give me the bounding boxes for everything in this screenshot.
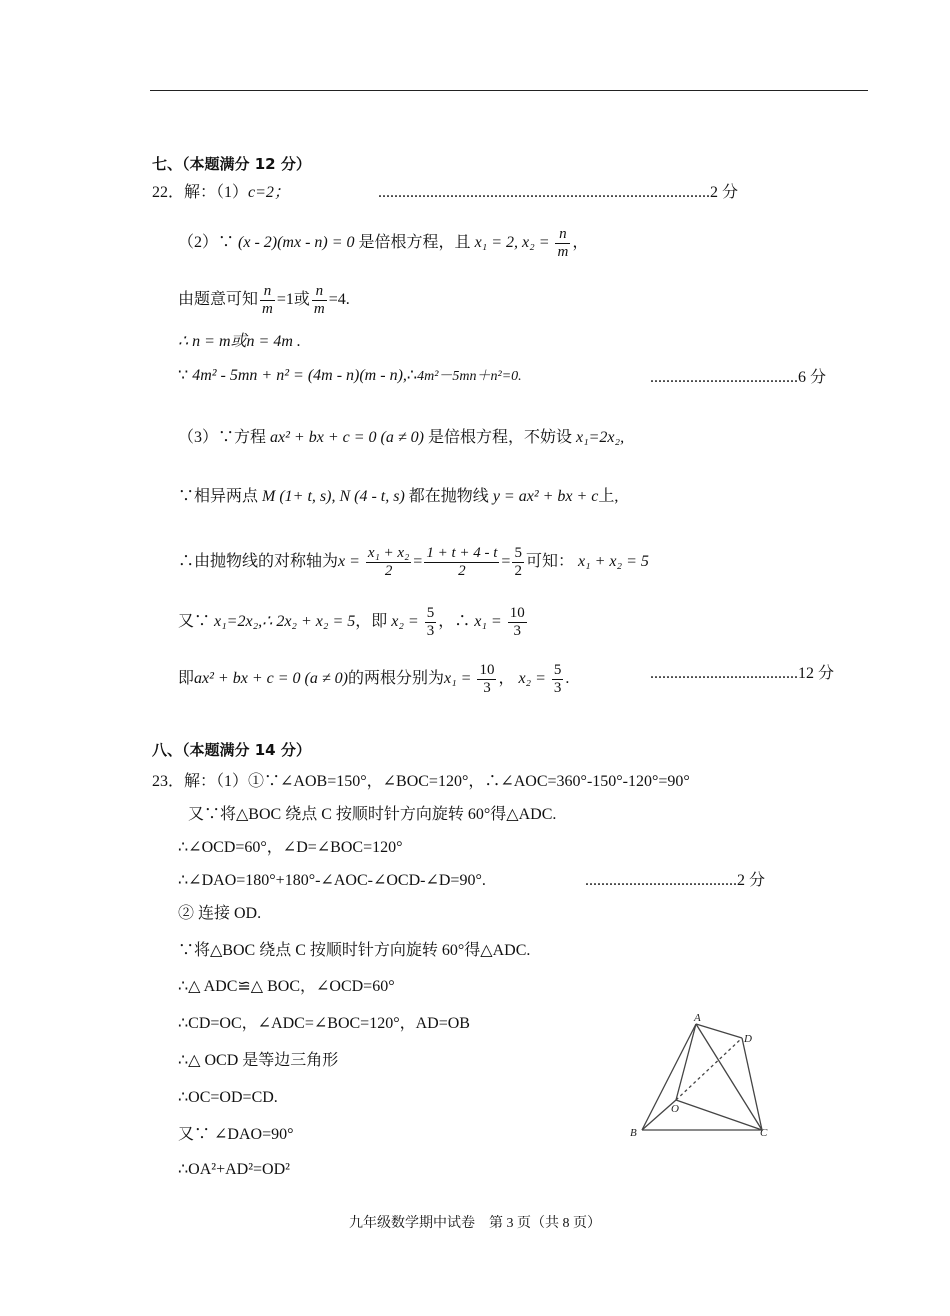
frac-num: 1 + t + 4 - t: [426, 545, 498, 561]
also-ie: ，即: [355, 613, 388, 631]
q23-line-6: ∵将△BOC 绕点 C 按顺时针方向旋转 60°得△ADC.: [178, 942, 531, 959]
axis-frac-1: [366, 545, 411, 580]
final-x2: x₂ =: [518, 670, 546, 688]
score-dots-2b: ......................................2 分: [585, 872, 766, 889]
q23-line-11: 又∵ ∠DAO=90°: [178, 1126, 294, 1143]
q22-part3-line: [178, 426, 624, 450]
period: .: [565, 670, 570, 688]
fraction-10-3: [508, 605, 527, 640]
p3-prefix: （3）∵方程: [178, 429, 267, 446]
points-line: [178, 485, 618, 509]
score-dots-12: .....................................12 分: [650, 665, 835, 682]
pts-end: 上,: [598, 488, 619, 505]
final-equation: ax² + bx + c = 0 (a ≠ 0): [194, 670, 348, 688]
label-C: C: [760, 1127, 768, 1139]
fraction-10-3-b: [477, 662, 496, 697]
expand-line: [178, 364, 522, 389]
also-equation: x₁=2x₂,∴ 2x₂ + x₂ = 5: [214, 613, 356, 631]
q22-part2-line: [178, 226, 588, 261]
p2-equation: (x - 2)(mx - n) = 0: [238, 234, 355, 252]
final-x1: x₁ =: [443, 670, 472, 688]
know-eq1: =1或: [276, 291, 310, 309]
frac-num: 10: [479, 662, 495, 678]
frac-num: 5: [514, 545, 522, 561]
frac-den: 3: [513, 623, 521, 639]
section-8-heading: 八、（本题满分 14 分）: [152, 741, 311, 759]
frac-den: m: [313, 301, 325, 317]
period: .: [345, 291, 350, 309]
segment-OD-dashed: [676, 1038, 742, 1100]
expand-equation: 4m² - 5mn + n² = (4m - n)(m - n),: [192, 367, 407, 384]
p2-mid-text: 是倍根方程，且: [358, 234, 471, 252]
frac-num: n: [260, 283, 275, 301]
therefore-n-m: ∴ n = m或n = 4m .: [178, 333, 301, 350]
q23-line-1: 23．解：（1）①∵∠AOB=150°，∠BOC=120°，∴∠AOC=360°-150°-120°=90°: [152, 773, 690, 790]
fraction-5-3: [425, 605, 437, 640]
q23-line-4: ∴∠DAO=180°+180°-∠AOC-∠OCD-∠D=90°.: [178, 872, 486, 889]
frac-den: m: [262, 301, 273, 317]
frac-den: 2: [514, 563, 522, 579]
label-A: A: [694, 1012, 701, 1024]
q22-label: 22．解：（1）: [152, 184, 249, 201]
fraction-n-over-m: [555, 226, 570, 261]
q23-line-8: ∴CD=OC，∠ADC=∠BOC=120°，AD=OB: [178, 1015, 470, 1032]
axis-frac-3: [512, 545, 524, 580]
q22-part1-answer: c=2；: [248, 184, 290, 201]
fraction-5-3-b: [552, 662, 564, 697]
know-eq2: =4: [328, 291, 346, 309]
q23-line-9: ∴△ OCD 是等边三角形: [178, 1052, 339, 1069]
axis-sum: x₁ + x₂ = 5: [577, 553, 649, 571]
axis-mid: 可知：: [525, 553, 574, 571]
frac-num: 5: [426, 605, 435, 621]
label-B: B: [630, 1127, 637, 1139]
q23-line-5: ② 连接 OD.: [178, 905, 262, 922]
frac-num: 5: [553, 662, 562, 678]
frac-num: n: [555, 226, 570, 244]
also-prefix: 又∵: [178, 613, 211, 631]
therefore-symbol: ∴: [406, 367, 418, 384]
pts-mid-text: 都在抛物线: [408, 488, 489, 505]
final-prefix: 即: [178, 670, 195, 688]
p2-prefix: （2）∵: [178, 234, 235, 252]
pts-parabola: y = ax² + bx + c: [492, 488, 599, 505]
frac-den: 2: [384, 563, 393, 579]
q23-line-3: ∴∠OCD=60°，∠D=∠BOC=120°: [178, 839, 403, 856]
frac-den: m: [557, 244, 569, 260]
p2-roots: x₁ = 2, x₂ =: [474, 234, 550, 252]
frac-den: 3: [483, 680, 491, 696]
also-line: [178, 605, 529, 640]
label-O: O: [671, 1103, 679, 1115]
axis-frac-2: [424, 545, 499, 580]
page-footer: 九年级数学期中试卷 第 3 页（共 8 页）: [349, 1216, 601, 1231]
frac-num: n: [312, 283, 327, 301]
pts-prefix: ∵相异两点: [178, 488, 259, 505]
know-prefix: 由题意可知: [178, 291, 259, 309]
since-symbol: ∵: [178, 367, 189, 384]
p3-equation: ax² + bx + c = 0 (a ≠ 0): [270, 429, 424, 446]
result-equation: 4m²－5mn＋n²=0.: [417, 369, 522, 384]
segment-AB: [642, 1024, 696, 1130]
segment-AO: [676, 1024, 696, 1100]
score-dots-6: .....................................6 分: [650, 369, 827, 386]
pts-equation: M (1+ t, s), N (4 - t, s): [262, 488, 405, 505]
top-rule: [150, 90, 868, 91]
frac-num: 10: [509, 605, 525, 621]
q23-line-12: ∴OA²+AD²=OD²: [178, 1161, 290, 1178]
section-7-heading: 七、（本题满分 12 分）: [152, 155, 311, 173]
final-mid: 的两根分别为: [347, 670, 444, 688]
p3-mid-text: 是倍根方程，不妨设: [427, 429, 572, 446]
fraction-n-over-m-1: [260, 283, 275, 318]
also-x2: x₂ =: [391, 613, 419, 631]
geometry-figure: [622, 1010, 782, 1145]
p3-assumption: x₁=2x₂,: [575, 429, 625, 446]
q22-known-line: [178, 283, 350, 318]
also-therefore: ，∴: [438, 613, 471, 631]
frac-den: 2: [458, 563, 466, 579]
segment-AC: [696, 1024, 762, 1130]
comma: ，: [498, 670, 515, 688]
segment-DC: [742, 1038, 762, 1130]
comma: ，: [572, 234, 589, 252]
q23-line-2: 又∵将△BOC 绕点 C 按顺时针方向旋转 60°得△ADC.: [188, 806, 557, 823]
q22-part1: [152, 181, 290, 205]
axis-line: ∴由抛物线的对称轴为x = $\frac{\text{x₁ + x₂}}{2}$ = $\frac{1 + t + 4 - t}{2}$ = $\frac{5}{2}$ 可知： x₁ + x₂ = 5: [178, 545, 649, 579]
score-dots-2: ...................................................................................2 分: [378, 184, 739, 201]
axis-prefix: ∴由抛物线的对称轴为: [178, 553, 339, 571]
frac-den: 3: [426, 623, 435, 639]
also-x1: x₁ =: [474, 613, 502, 631]
label-D: D: [744, 1033, 752, 1045]
frac-num: x₁ + x₂: [367, 545, 410, 561]
q23-line-10: ∴OC=OD=CD.: [178, 1089, 278, 1106]
segment-OC: [676, 1100, 762, 1130]
final-line: [178, 662, 569, 697]
fraction-n-over-m-2: [312, 283, 327, 318]
frac-den: 3: [553, 680, 562, 696]
q23-line-7: ∴△ ADC≌△ BOC，∠OCD=60°: [178, 978, 395, 995]
axis-x: x =: [338, 553, 360, 571]
